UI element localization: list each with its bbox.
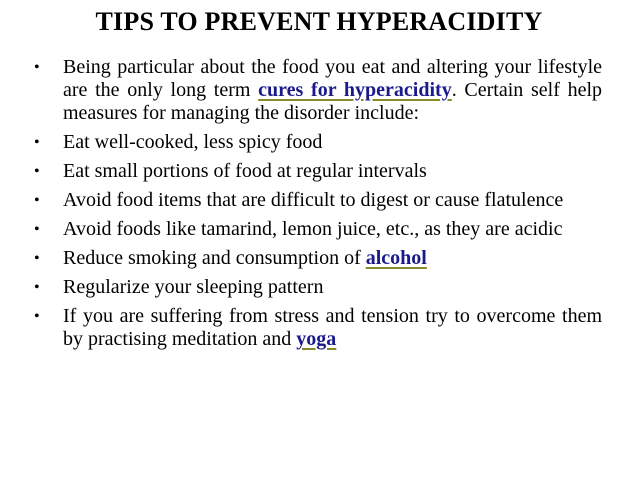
bullet-icon: •	[34, 134, 40, 151]
item-text: . Certain self help measures for managing the disorder include:	[63, 79, 602, 124]
list-item	[34, 305, 602, 351]
item-text: Eat well-cooked, less spicy food	[63, 131, 323, 153]
bullet-icon: •	[34, 250, 40, 267]
list-item	[34, 56, 602, 125]
item-text: Regularize your sleeping pattern	[63, 276, 324, 298]
link-yoga[interactable]: yoga	[296, 328, 337, 350]
item-text: If you are suffering from stress and tension try to overcome them by practising meditation and	[63, 305, 602, 350]
item-text: Reduce smoking and consumption of	[63, 247, 366, 269]
list-item	[34, 218, 602, 241]
bullet-icon: •	[34, 163, 40, 180]
bullet-icon: •	[34, 192, 40, 209]
list-item	[34, 160, 602, 183]
link-alcohol[interactable]: alcohol	[365, 247, 427, 269]
link-cures-for-hyperacidity[interactable]: cures for hyperacidity	[258, 79, 452, 101]
bullet-icon: •	[34, 279, 40, 296]
list-item	[34, 276, 602, 299]
tips-list	[34, 56, 602, 357]
slide-title: TIPS TO PREVENT HYPERACIDITY	[95, 7, 543, 36]
list-item	[34, 247, 602, 270]
bullet-icon: •	[34, 308, 40, 325]
list-item	[34, 189, 602, 212]
item-text: Being particular about the food you eat and altering your lifestyle are the only long term	[63, 56, 602, 101]
bullet-icon: •	[34, 221, 40, 238]
item-text: Eat small portions of food at regular intervals	[63, 160, 427, 182]
list-item	[34, 131, 602, 154]
bullet-icon: •	[34, 59, 40, 76]
item-text: Avoid foods like tamarind, lemon juice, etc., as they are acidic	[63, 218, 563, 240]
item-text: Avoid food items that are difficult to digest or cause flatulence	[63, 189, 564, 211]
